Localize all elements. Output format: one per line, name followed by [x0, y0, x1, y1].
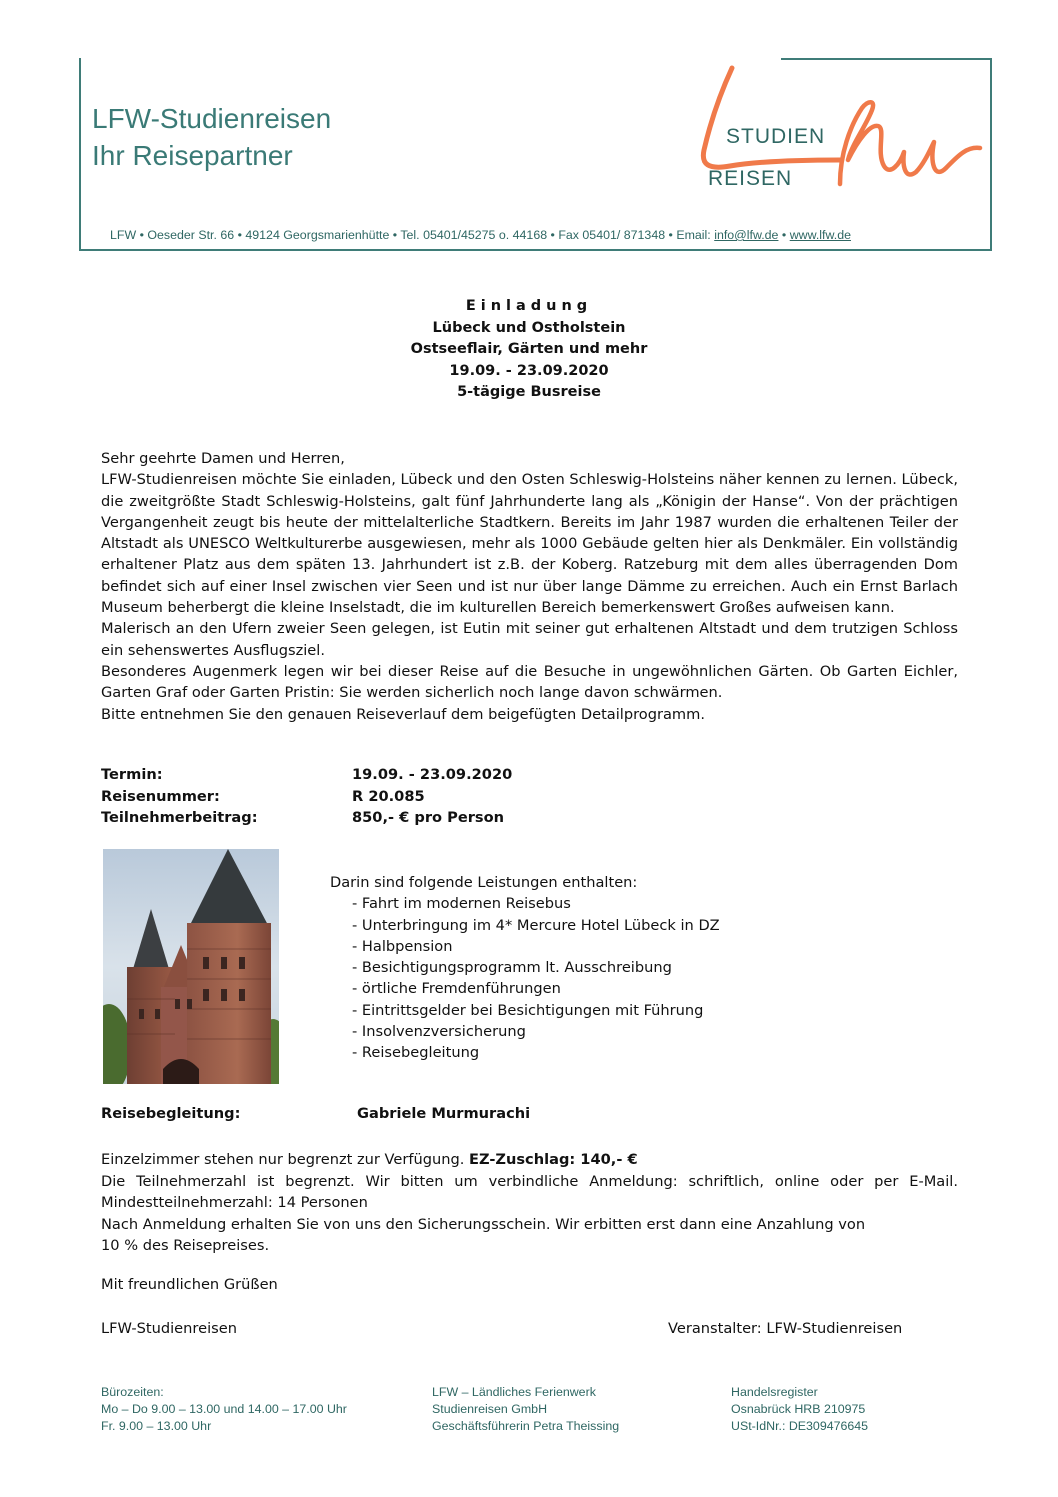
fact-value: 850,- € pro Person — [352, 809, 505, 826]
single-room-text: Einzelzimmer stehen nur begrenzt zur Verfügung. — [101, 1151, 470, 1168]
brand-line-2: Ihr Reisepartner — [92, 140, 293, 171]
list-item: - Fahrt im modernen Reisebus — [352, 893, 720, 914]
fact-value: 19.09. - 23.09.2020 — [352, 766, 513, 783]
guide-label: Reisebegleitung: — [101, 1105, 241, 1122]
footer-line: Osnabrück HRB 210975 — [731, 1402, 866, 1416]
greeting: Sehr geehrte Damen und Herren, — [101, 450, 345, 467]
list-item: - Halbpension — [352, 936, 720, 957]
footer-line: Mo – Do 9.00 – 13.00 und 14.00 – 17.00 Uhr — [101, 1402, 347, 1416]
footer-line: Handelsregister — [731, 1385, 818, 1399]
invitation-title — [0, 296, 1058, 404]
list-item: - Insolvenzversicherung — [352, 1021, 720, 1042]
title-dates: 19.09. - 23.09.2020 — [449, 362, 609, 379]
website-link[interactable]: www.lfw.de — [789, 228, 851, 242]
list-item: - Reisebegleitung — [352, 1042, 720, 1063]
holstentor-image — [103, 849, 279, 1084]
paragraph: Malerisch an den Ufern zweier Seen gelegen, ist Eutin mit seiner gut erhaltenen Altstadt und dem trutzigen Schloss ein sehenswertes Ausflugsziel. — [101, 620, 958, 659]
included-services — [330, 872, 720, 1064]
contact-separator: • — [778, 228, 790, 242]
paragraph: LFW-Studienreisen möchte Sie einladen, Lübeck und den Osten Schleswig-Holsteins näher kennen zu lernen. Lübeck, die zweitgrößte Stadt Schleswig-Holsteins, galt fünf Jahrhunderte lang als „Königin der Hanse“. Von der prächtigen Vergangenheit zeugt bis heute der mittelalterliche Stadtkern. Bereits im Jahr 1987 wurden die erhaltenen Teiler der Altstadt als UNESCO Weltkulturerbe ausgewiesen, mehr als 1000 Gebäude gelten hier als Denkmäler. Ein vollständig erhaltener Platz aus dem späten 13. Jahrhundert ist z.B. der Koberg. Ratzeburg mit dem alles überragenden Dom befindet sich auf einer Insel zwischen vier Seen und ist nur über lange Dämme zu erreichen. Auch ein Ernst Barlach Museum beherbergt die kleine Inselstadt, die im kulturellen Bereich bemerkenswert Großes aufweisen kann. — [101, 471, 958, 617]
paragraph: Besonderes Augenmerk legen wir bei dieser Reise auf die Besuche in ungewöhnlichen Gärten. Ob Garten Eichler, Garten Graf oder Garten Pristin: Sie werden sicherlich noch lange davon schwärmen. — [101, 662, 958, 702]
minimum-participants: Mindestteilnehmerzahl: 14 Personen — [101, 1194, 368, 1211]
services-list — [330, 893, 720, 1063]
paragraph: Bitte entnehmen Sie den genauen Reiseverlauf dem beigefügten Detailprogramm. — [101, 705, 706, 723]
footer-line: LFW – Ländliches Ferienwerk — [432, 1385, 596, 1399]
single-room-surcharge: EZ-Zuschlag: 140,- € — [469, 1151, 638, 1168]
services-intro: Darin sind folgende Leistungen enthalten: — [330, 874, 638, 891]
list-item: - Besichtigungsprogramm lt. Ausschreibung — [352, 957, 720, 978]
holstentor-photo — [103, 849, 279, 1084]
booking-notes — [101, 1149, 958, 1257]
title-trip-type: 5-tägige Busreise — [457, 384, 601, 400]
footer-line: USt-IdNr.: DE309476645 — [731, 1419, 869, 1433]
guide-name: Gabriele Murmurachi — [357, 1105, 531, 1122]
tour-guide — [101, 1105, 531, 1122]
footer-line: Fr. 9.00 – 13.00 Uhr — [101, 1419, 212, 1433]
title-subtitle: Ostseeflair, Gärten und mehr — [410, 341, 648, 357]
brand-name — [92, 100, 331, 174]
title-invitation: Einladung — [465, 298, 593, 314]
brand-line-1: LFW-Studienreisen — [92, 103, 332, 134]
fact-label: Reisenummer: — [101, 787, 220, 805]
list-item: - Eintrittsgelder bei Besichtigungen mit Führung — [352, 1000, 720, 1021]
deposit-note: Nach Anmeldung erhalten Sie von uns den Sicherungsschein. Wir erbitten erst dann eine Anzahlung von — [101, 1215, 866, 1233]
list-item: - Unterbringung im 4* Mercure Hotel Lübeck in DZ — [352, 915, 720, 936]
footer-office-hours — [101, 1384, 347, 1435]
footer-line: Bürozeiten: — [101, 1385, 164, 1399]
email-link[interactable]: info@lfw.de — [714, 228, 779, 242]
fact-value: R 20.085 — [352, 787, 425, 805]
frame-gap — [81, 56, 781, 62]
title-destination: Lübeck und Ostholstein — [432, 319, 626, 336]
contact-address: LFW • Oeseder Str. 66 • 49124 Georgsmarienhütte • Tel. 05401/45275 o. 44168 • Fax 05401/ 871348 • Email: — [110, 228, 715, 242]
footer-company — [432, 1384, 619, 1435]
signature-sender: LFW-Studienreisen — [101, 1320, 237, 1337]
participants-note: Die Teilnehmerzahl ist begrenzt. Wir bitten um verbindliche Anmeldung: schriftlich, online oder per E-Mail. — [101, 1172, 958, 1190]
fact-label: Termin: — [101, 766, 163, 783]
footer-registry — [731, 1384, 868, 1435]
single-room-note — [101, 1149, 958, 1171]
signature-organizer: Veranstalter: LFW-Studienreisen — [668, 1320, 903, 1337]
list-item: - örtliche Fremdenführungen — [352, 978, 720, 999]
footer-line: Geschäftsführerin Petra Theissing — [432, 1419, 620, 1433]
letter-body — [101, 448, 958, 725]
studienreisen-logo — [690, 64, 990, 194]
closing-salutation: Mit freundlichen Grüßen — [101, 1276, 278, 1293]
fact-label: Teilnehmerbeitrag: — [101, 809, 258, 826]
contact-line — [110, 228, 851, 242]
logo-word-studien: STUDIEN — [726, 125, 826, 148]
footer-line: Studienreisen GmbH — [432, 1402, 548, 1416]
deposit-amount: 10 % des Reisepreises. — [101, 1237, 270, 1254]
logo-word-reisen: REISEN — [708, 167, 793, 190]
